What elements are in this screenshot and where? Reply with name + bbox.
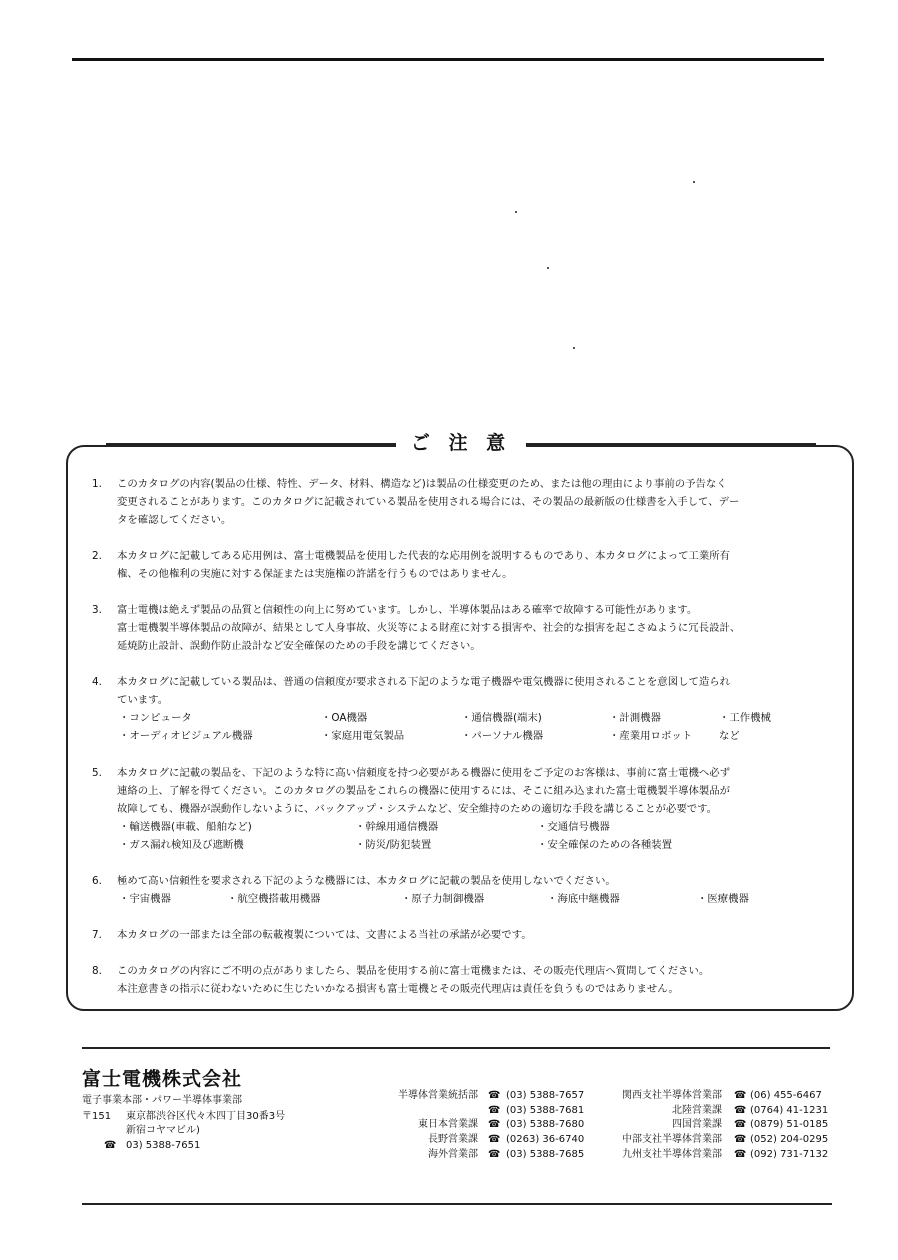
notice-item-8 xyxy=(92,962,832,998)
offices-right-names xyxy=(598,1089,722,1163)
item-text-line: 本カタログの一部または全部の転載複製については、文書による当社の承諾が必要です。 xyxy=(117,929,532,941)
notice-item-3 xyxy=(92,601,832,655)
item-text-line: 変更されることがあります。このカタログに記載されている製品を使用される場合には、その製品の最新版の仕様書を入手して、デー xyxy=(117,496,740,508)
phone-icon: ☎ xyxy=(488,1090,501,1101)
example-item: ・オーディオビジュアル機器 xyxy=(119,730,253,742)
item-text-line: 本カタログに記載してある応用例は、富士電機製品を使用した代表的な応用例を説明するものであり、本カタログによって工業所有 xyxy=(117,550,731,562)
footer-bottom-rule xyxy=(82,1203,832,1205)
item-text-line: 富士電機製半導体製品の故障が、結果として人身事故、火災等による財産に対する損害や、社会的な損害を起こさぬように冗長設計、 xyxy=(117,622,741,634)
notice-item-7 xyxy=(92,926,832,944)
phone-icon: ☎ xyxy=(488,1148,501,1160)
item-number: 6. xyxy=(92,875,102,887)
item-text-line: 本カタログに記載の製品を、下記のような特に高い信頼度を持つ必要がある機器に使用をご予定のお客様は、事前に富士電機へ必ず xyxy=(117,767,731,779)
example-item: ・輸送機器(車載、船舶など) xyxy=(119,821,252,833)
notice-item-6 xyxy=(92,872,832,908)
item-text-line: 延焼防止設計、誤動作防止設計など安全確保のための手段を講じてください。 xyxy=(117,640,481,652)
phone-icon: ☎ xyxy=(104,1140,117,1151)
example-row xyxy=(119,709,832,727)
office-tel: (03) 5388-7685 xyxy=(506,1148,585,1160)
example-item: ・産業用ロボット xyxy=(609,730,693,742)
item-text-line: ています。 xyxy=(117,694,169,706)
item-text-line: 極めて高い信頼性を要求される下記のような機器には、本カタログに記載の製品を使用しないでください。 xyxy=(117,875,616,887)
phone-icon: ☎ xyxy=(734,1134,747,1146)
item-number: 5. xyxy=(92,767,102,779)
item-number: 7. xyxy=(92,929,102,941)
office-name: 海外営業部 xyxy=(428,1148,478,1160)
phone-icon: ☎ xyxy=(488,1104,501,1116)
example-item: ・宇宙機器 xyxy=(119,893,171,905)
scan-speck xyxy=(515,211,517,213)
item-text-line: 本カタログに記載している製品は、普通の信頼度が要求される下記のような電子機器や電気機器に使用されることを意図して造られ xyxy=(117,676,731,688)
office-tel: (03) 5388-7680 xyxy=(506,1119,585,1131)
example-item: ・工作機械 xyxy=(719,712,771,724)
notice-item-1 xyxy=(92,475,832,529)
offices-left-tels xyxy=(506,1089,584,1163)
item-text-line: このカタログの内容にご不明の点がありましたら、製品を使用する前に富士電機または、その販売代理店へ質問してください。 xyxy=(117,965,710,977)
office-name: 北陸営業課 xyxy=(672,1104,722,1116)
item-number: 3. xyxy=(92,604,102,616)
phone-icon: ☎ xyxy=(734,1090,747,1101)
office-tel: (0263) 36-6740 xyxy=(506,1134,585,1146)
phone-icon: ☎ xyxy=(488,1119,501,1131)
office-tel: (0764) 41-1231 xyxy=(750,1104,829,1116)
example-item: ・交通信号機器 xyxy=(537,821,610,833)
office-tel: (03) 5388-7657 xyxy=(506,1090,585,1101)
phone-icon: ☎ xyxy=(734,1148,747,1160)
office-name: 四国営業課 xyxy=(672,1119,722,1131)
example-item: ・通信機器(端末) xyxy=(461,712,542,724)
example-item: ・計測機器 xyxy=(609,712,661,724)
address-line-1: 東京都渋谷区代々木四丁目30番3号 xyxy=(126,1111,286,1122)
example-item: ・航空機搭載用機器 xyxy=(227,893,321,905)
example-item: ・パーソナル機器 xyxy=(461,730,544,742)
office-tel: (092) 731-7132 xyxy=(750,1148,829,1160)
item-text-line: 本注意書きの指示に従わないために生じたいかなる損害も富士電機とその販売代理店は責任を負うものではありません。 xyxy=(117,983,679,995)
item-text-line: 連絡の上、了解を得てください。このカタログの製品をこれらの機器に使用するには、そこに組み込まれた富士電機製半導体製品が xyxy=(117,785,731,797)
example-item: ・OA機器 xyxy=(321,712,368,724)
item-text-line: 故障しても、機器が誤動作しないように、バックアップ・システムなど、安全維持のための適切な手段を講じることが必要です。 xyxy=(117,803,718,815)
item-number: 4. xyxy=(92,676,102,688)
example-item: ・安全確保のための各種装置 xyxy=(537,839,673,851)
example-item: ・原子力制御機器 xyxy=(401,893,485,905)
office-tel: (03) 5388-7681 xyxy=(506,1104,585,1116)
title-line-right xyxy=(524,443,816,445)
phone-icon: ☎ xyxy=(734,1104,747,1116)
office-name: 東日本営業課 xyxy=(418,1119,478,1131)
office-name xyxy=(360,1104,478,1119)
office-name: 長野営業課 xyxy=(428,1134,478,1146)
example-item: ・ガス漏れ検知及び遮断機 xyxy=(119,839,244,851)
company-name: 富士電機株式会社 xyxy=(82,1068,243,1090)
offices-right-tels xyxy=(750,1089,828,1163)
example-item: ・医療機器 xyxy=(697,893,749,905)
hq-phone: 03) 5388-7651 xyxy=(126,1140,201,1151)
top-rule xyxy=(72,58,824,61)
item-text-line: タを確認してください。 xyxy=(117,514,232,526)
notice-title: ご 注 意 xyxy=(396,428,526,458)
example-item: ・幹線用通信機器 xyxy=(355,821,439,833)
postal-code: 〒151 xyxy=(82,1111,112,1122)
phone-icon: ☎ xyxy=(488,1134,501,1146)
footer-top-rule xyxy=(82,1047,830,1049)
phone-icon: ☎ xyxy=(734,1119,747,1131)
notice-item-5 xyxy=(92,764,832,854)
example-row xyxy=(119,727,832,745)
office-name: 半導体営業統括部 xyxy=(398,1090,478,1101)
offices-left-phone-icons xyxy=(488,1089,500,1163)
item-number: 2. xyxy=(92,550,102,562)
office-tel: (052) 204-0295 xyxy=(750,1134,829,1146)
scan-speck xyxy=(547,267,549,269)
example-row xyxy=(119,836,832,854)
item-text-line: このカタログの内容(製品の仕様、特性、データ、材料、構造など)は製品の仕様変更のため、または他の理由により事前の予告なく xyxy=(117,478,727,490)
example-item: ・コンピュータ xyxy=(119,712,192,724)
office-name: 九州支社半導体営業部 xyxy=(622,1148,722,1160)
office-name: 関西支社半導体営業部 xyxy=(622,1090,722,1101)
item-number: 1. xyxy=(92,478,102,490)
title-line-left xyxy=(106,443,398,445)
example-item: ・防災/防犯装置 xyxy=(355,839,432,851)
example-row xyxy=(119,818,832,836)
item-number: 8. xyxy=(92,965,102,977)
scan-speck xyxy=(693,181,695,183)
example-row xyxy=(119,890,832,908)
item-text-line: 権、その他権利の実施に対する保証または実施権の許諾を行うものではありません。 xyxy=(117,568,513,580)
example-item: ・家庭用電気製品 xyxy=(321,730,405,742)
offices-right-phone-icons xyxy=(734,1089,746,1163)
office-name: 中部支社半導体営業部 xyxy=(622,1134,722,1146)
example-item: など xyxy=(719,730,740,742)
example-item: ・海底中継機器 xyxy=(547,893,620,905)
notice-item-2 xyxy=(92,547,832,583)
address-line-2: 新宿コヤマビル) xyxy=(126,1125,200,1136)
scan-speck xyxy=(573,347,575,349)
notice-item-4 xyxy=(92,673,832,745)
division-name: 電子事業本部・パワー半導体事業部 xyxy=(82,1095,242,1106)
office-tel: (0879) 51-0185 xyxy=(750,1119,829,1131)
office-tel: (06) 455-6467 xyxy=(750,1090,822,1101)
offices-left-names xyxy=(360,1089,478,1163)
item-text-line: 富士電機は絶えず製品の品質と信頼性の向上に努めています。しかし、半導体製品はある確率で故障する可能性があります。 xyxy=(117,604,698,616)
